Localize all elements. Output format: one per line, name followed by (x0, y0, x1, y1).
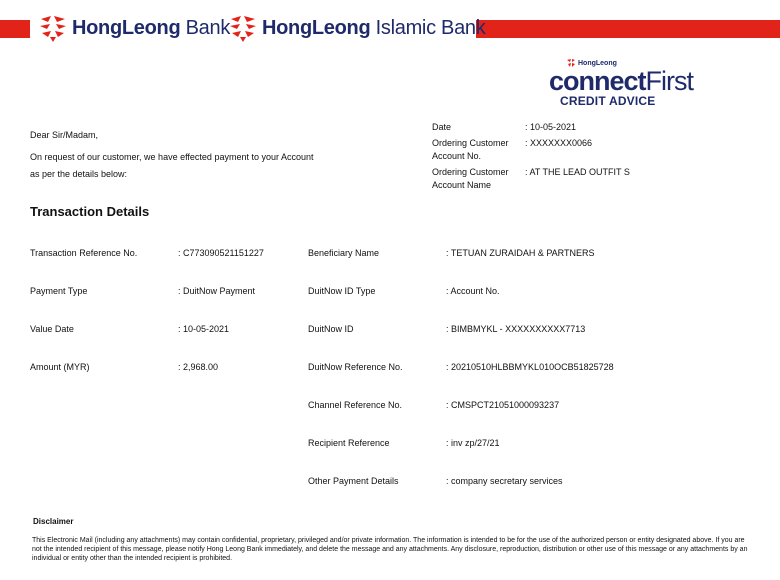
detail-label: Beneficiary Name (308, 248, 380, 258)
ordering-name-label-1: Ordering Customer (432, 167, 509, 177)
ordering-name-label-2: Account Name (432, 180, 492, 190)
connectfirst-logo (548, 58, 694, 96)
disclaimer-body: This Electronic Mail (including any attachments) may contain confidential, proprietary, privileged and/or private information. The information is intended to be for the use of the authorized person or entity designated above. If you are not the intended recipient of this message, please notify Hong Leong Bank immediately, and delete the message and any attachments. Any disclosure, reproduction, distribution or other use of this message or any attachments by an individual or entity other than the intended recipient is prohibited. (32, 537, 748, 562)
detail-value: : CMSPCT21051000093237 (446, 400, 560, 410)
disclaimer-title: Disclaimer (33, 517, 74, 526)
detail-label: Other Payment Details (308, 476, 399, 486)
detail-label: Recipient Reference (308, 438, 390, 448)
ordering-account-value: : XXXXXXX0066 (525, 138, 593, 148)
detail-value: : 2,968.00 (178, 362, 219, 372)
logo-small-brand: HongLeong (566, 58, 678, 68)
detail-value: : 10-05-2021 (178, 324, 230, 334)
intro-line-2: as per the details below: (30, 169, 128, 179)
detail-value: : C773090521151227 (178, 248, 264, 258)
detail-value: : company secretary services (446, 476, 563, 486)
detail-value: : 20210510HLBBMYKL010OCB51825728 (446, 362, 614, 372)
tiger-emblem-icon (228, 13, 258, 43)
hong-leong-bank-logo (38, 10, 230, 46)
intro-line-1: On request of our customer, we have effected payment to your Account (30, 152, 314, 162)
detail-label: DuitNow Reference No. (308, 362, 403, 372)
section-title: Transaction Details (30, 204, 150, 219)
credit-advice-title: CREDIT ADVICE (560, 94, 656, 108)
detail-label: Value Date (30, 324, 74, 334)
ordering-account-label-1: Ordering Customer (432, 138, 509, 148)
detail-label: Amount (MYR) (30, 362, 90, 372)
detail-value: : TETUAN ZURAIDAH & PARTNERS (446, 248, 595, 258)
logo-connectfirst-text: connectFirst (549, 66, 694, 96)
detail-value: : Account No. (446, 286, 500, 296)
greeting: Dear Sir/Madam, (30, 130, 99, 140)
date-value: : 10-05-2021 (525, 122, 577, 132)
detail-label: Transaction Reference No. (30, 248, 138, 258)
tiger-emblem-icon (38, 13, 68, 43)
date-label: Date (432, 122, 452, 132)
hong-leong-islamic-bank-logo (228, 10, 485, 46)
brand-name-2: HongLeong Islamic Bank (262, 16, 486, 39)
ordering-account-label-2: Account No. (432, 151, 482, 161)
ordering-name-value: : AT THE LEAD OUTFIT S (525, 167, 630, 177)
detail-value: : DuitNow Payment (178, 286, 256, 296)
detail-label: DuitNow ID Type (308, 286, 376, 296)
detail-label: DuitNow ID (308, 324, 354, 334)
brand-name-1: HongLeong Bank (72, 16, 231, 39)
detail-label: Payment Type (30, 286, 88, 296)
detail-label: Channel Reference No. (308, 400, 403, 410)
detail-value: : BIMBMYKL - XXXXXXXXXX7713 (446, 324, 586, 334)
detail-value: : inv zp/27/21 (446, 438, 500, 448)
